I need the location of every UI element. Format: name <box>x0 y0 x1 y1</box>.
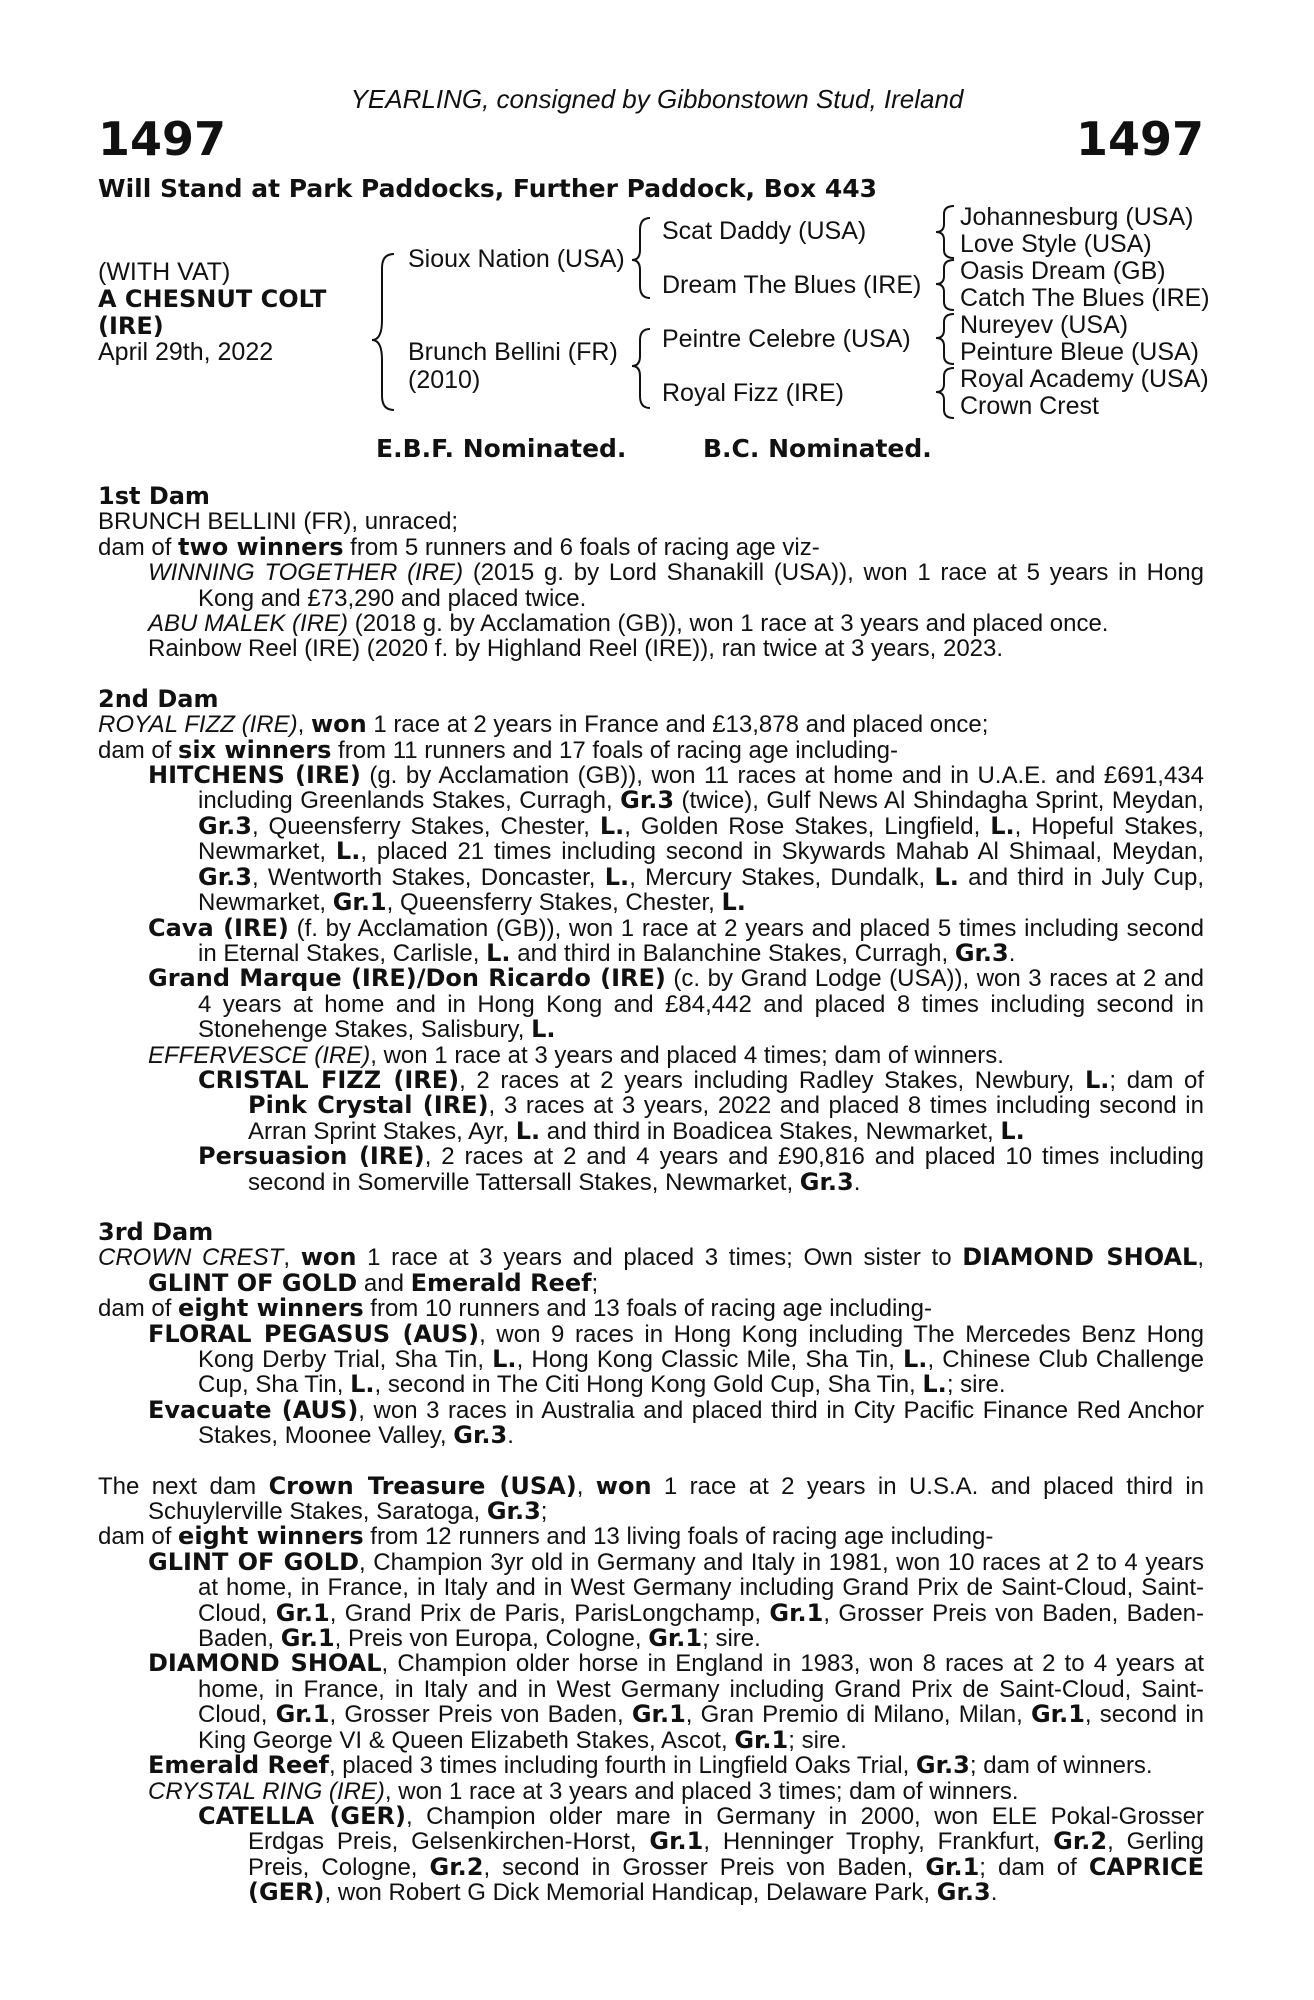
bold-text: eight winners <box>178 1522 364 1551</box>
pedigree-entry <box>98 712 1204 737</box>
text-run: , Preis von Europa, Cologne, <box>334 1625 649 1653</box>
bold-text: Gr.1 <box>769 1598 824 1627</box>
bold-text: Gr.3 <box>915 1751 970 1780</box>
text-run: ; <box>591 1269 599 1297</box>
text-run: . <box>990 1879 998 1907</box>
bold-text: CATELLA (GER) <box>198 1801 406 1830</box>
ggp-8: Crown Crest <box>960 392 1099 420</box>
text-run: , 2 races at 2 years including Radley Stakes, Newbury, <box>459 1066 1085 1094</box>
text-run: (g. by Acclamation (GB)), won 11 races at home and in U.A.E. and £691,434 including Greenlands Stakes, Curragh, <box>198 762 1205 815</box>
bold-text: Gr.1 <box>734 1725 789 1754</box>
pedigree-entry <box>98 966 1204 1042</box>
bold-text: Gr.3 <box>936 1878 991 1907</box>
bold-text: Emerald Reef <box>148 1751 329 1780</box>
ebf-nomination: E.B.F. Nominated. <box>376 434 627 463</box>
bold-text: Gr.3 <box>453 1421 508 1450</box>
section-gap <box>98 1195 1204 1220</box>
bold-text: Gr.1 <box>275 1700 330 1729</box>
text-run: and <box>357 1269 411 1297</box>
bold-text: six winners <box>178 735 332 764</box>
bold-text: Gr.1 <box>275 1598 330 1627</box>
bold-text: Pink Crystal (IRE) <box>248 1091 489 1120</box>
bold-text: L. <box>934 862 959 891</box>
bold-text: won <box>310 710 367 739</box>
text-run: The next dam <box>98 1472 269 1500</box>
pedigree-entry <box>98 1471 1204 1526</box>
pedigree-entry <box>98 1319 1205 1399</box>
dam-year: (2010) <box>408 366 481 394</box>
bold-text: Cava (IRE) <box>148 913 289 942</box>
bold-text: L. <box>1085 1065 1110 1094</box>
text-run: , Chinese Club Challenge Cup, Sha Tin, <box>198 1346 1205 1399</box>
pedigree-entry <box>98 1065 1204 1145</box>
bold-text: Persuasion (IRE) <box>198 1142 425 1171</box>
italic-text: WINNING TOGETHER (IRE) <box>148 559 464 587</box>
stand-info: Will Stand at Park Paddocks, Further Paddock, Box 443 <box>98 174 878 203</box>
ggp-3: Oasis Dream (GB) <box>960 257 1166 285</box>
bold-text: GLINT OF GOLD <box>148 1547 359 1576</box>
text-run: from 12 runners and 13 living foals of racing age including- <box>363 1523 994 1551</box>
bc-nomination: B.C. Nominated. <box>703 434 932 463</box>
text-run: , Wentworth Stakes, Doncaster, <box>251 863 605 891</box>
dam-sire-name: Peintre Celebre (USA) <box>662 325 911 353</box>
text-run: . <box>1008 939 1016 967</box>
text-run: dam of <box>98 736 179 764</box>
bold-text: Gr.1 <box>631 1700 686 1729</box>
lot-description-origin: (IRE) <box>98 312 164 340</box>
text-run: ; sire. <box>702 1625 761 1653</box>
text-run: , placed 3 times including fourth in Lingfield Oaks Trial, <box>328 1752 916 1780</box>
section-heading: 1st Dam <box>98 482 210 510</box>
bold-text: Gr.1 <box>280 1624 335 1653</box>
text-run: , Queensferry Stakes, Chester, <box>251 812 600 840</box>
italic-text: CRYSTAL RING (IRE) <box>148 1777 385 1805</box>
ggp-4: Catch The Blues (IRE) <box>960 284 1210 312</box>
text-run: (2015 g. by Lord Shanakill (USA)), won 1 race at 5 years in Hong Kong and £73,290 and placed twice. <box>198 559 1204 612</box>
section-heading: 2nd Dam <box>98 684 219 713</box>
pedigree-entry <box>98 1144 1204 1195</box>
bold-text: CAPRICE (GER) <box>248 1852 1205 1907</box>
bold-text: Crown Treasure (USA) <box>268 1471 577 1500</box>
bold-text: Gr.1 <box>649 1827 704 1856</box>
section-heading: 3rd Dam <box>98 1217 214 1246</box>
pedigree-entry <box>98 1296 1204 1321</box>
bold-text: L. <box>1000 1116 1025 1145</box>
text-run: ; dam of winners. <box>969 1752 1153 1780</box>
text-run: 1 race at 2 years in France and £13,878 and placed once; <box>366 711 989 739</box>
bold-text: Gr.3 <box>486 1497 541 1526</box>
pedigree-entry <box>98 1524 1204 1549</box>
lot-number-left: 1497 <box>98 112 227 166</box>
text-run: ; sire. <box>788 1726 847 1754</box>
lot-description: A CHESNUT COLT <box>98 285 327 313</box>
pedigree-entry <box>98 509 1204 534</box>
bold-text: GLINT OF GOLD <box>148 1268 358 1297</box>
text-run: , Hopeful Stakes, Newmarket, <box>198 812 1204 866</box>
text-run: from 5 runners and 6 foals of racing age viz- <box>343 533 820 561</box>
bold-text: Gr.2 <box>429 1852 484 1881</box>
text-run: from 10 runners and 13 foals of racing age including- <box>363 1295 932 1323</box>
italic-text: EFFERVESCE (IRE) <box>148 1041 371 1069</box>
text-run: ; dam of <box>979 1853 1089 1881</box>
text-run: , won 1 race at 3 years and placed 3 times; dam of winners. <box>384 1777 1019 1805</box>
dam-name: Brunch Bellini (FR) <box>408 338 618 366</box>
text-run: ; sire. <box>946 1371 1006 1399</box>
text-run: , Henninger Trophy, Frankfurt, <box>703 1828 1054 1856</box>
bold-text: L. <box>599 811 625 840</box>
text-run: , Hong Kong Classic Mile, Sha Tin, <box>516 1346 904 1373</box>
pedigree-entry <box>98 735 1204 764</box>
pedigree-entry <box>98 913 1204 967</box>
bold-text: L. <box>492 1345 517 1373</box>
text-run: , <box>283 1244 301 1272</box>
bold-text: Gr.1 <box>1030 1700 1085 1729</box>
bold-text: L. <box>721 888 746 917</box>
text-run: Rainbow Reel (IRE) (2020 f. by Highland Reel (IRE)), ran twice at 3 years, 2023. <box>148 635 1004 663</box>
bold-text: Gr.3 <box>954 938 1009 967</box>
text-run: , placed 21 times including second in Skywards Mahab Al Shimaal, Meydan, <box>360 838 1204 866</box>
pedigree-entry <box>98 636 1204 661</box>
bold-text: L. <box>531 1015 556 1044</box>
text-run: and third in Balanchine Stakes, Curragh, <box>510 939 955 967</box>
bold-text: eight winners <box>178 1294 364 1323</box>
bold-text: L. <box>350 1370 375 1399</box>
pedigree-entry <box>98 1651 1204 1753</box>
pedigree-entry <box>98 532 1204 561</box>
text-run: BRUNCH BELLINI (FR), unraced; <box>98 508 459 536</box>
bold-text: L. <box>604 862 630 891</box>
text-run: , Queensferry Stakes, Chester, <box>386 889 722 917</box>
pedigree-entry <box>98 1547 1205 1653</box>
text-run: , 3 races at 3 years, 2022 and placed 8 times including second in Arran Sprint Stakes, Ayr, <box>248 1092 1204 1145</box>
italic-text: ABU MALEK (IRE) <box>148 610 349 638</box>
bold-text: Gr.1 <box>332 888 387 917</box>
text-run: , Champion older mare in Germany in 2000, won ELE Pokal-Grosser Erdgas Preis, Gelsenkirchen-Horst, <box>248 1802 1205 1856</box>
text-run: (twice), Gulf News Al Shindagha Sprint, Meydan, <box>674 787 1204 815</box>
vat-note: (WITH VAT) <box>98 258 231 286</box>
pedigree-entry <box>98 1779 1204 1804</box>
bold-text: L. <box>990 811 1015 840</box>
text-run: 1 race at 2 years in U.S.A. and placed third in Schuylerville Stakes, Saratoga, <box>148 1472 1204 1526</box>
text-run: (2018 g. by Acclamation (GB)), won 1 race at 3 years and placed once. <box>348 610 1109 638</box>
bold-text: Gr.3 <box>799 1167 854 1196</box>
foaling-date: April 29th, 2022 <box>98 338 274 366</box>
pedigree-entry <box>98 611 1204 636</box>
bold-text: DIAMOND SHOAL <box>962 1243 1198 1272</box>
text-run: and third in Boadicea Stakes, Newmarket, <box>540 1117 1001 1145</box>
text-run: , second in Grosser Preis von Baden, <box>483 1853 926 1881</box>
text-run: , Golden Rose Stakes, Lingfield, <box>624 812 991 840</box>
pedigree-entry <box>98 1753 1204 1778</box>
consignment-line: YEARLING, consigned by Gibbonstown Stud, Ireland <box>350 84 964 114</box>
pedigree-entry <box>98 763 1204 915</box>
bold-text: Gr.3 <box>198 862 252 891</box>
text-run: . <box>853 1168 861 1196</box>
bold-text: L. <box>515 1116 541 1145</box>
text-run: . <box>507 1422 514 1450</box>
text-run: , second in King George VI & Queen Elizabeth Stakes, Ascot, <box>198 1701 1205 1754</box>
text-run: ; dam of <box>1109 1066 1204 1094</box>
sire-name: Sioux Nation (USA) <box>408 245 625 273</box>
text-run: , won 9 races in Hong Kong including The Mercedes Benz Hong Kong Derby Trial, Sha Tin, <box>198 1320 1205 1373</box>
ggp-5: Nureyev (USA) <box>960 311 1129 339</box>
lot-number-right: 1497 <box>1075 112 1204 166</box>
text-run: dam of <box>98 533 179 561</box>
pedigree-entry <box>98 1245 1204 1296</box>
bold-text: Gr.2 <box>1053 1827 1108 1856</box>
text-run: , Gran Premio di Milano, Milan, <box>685 1701 1031 1729</box>
bold-text: won <box>300 1243 357 1272</box>
section-gap <box>98 662 1204 687</box>
text-run: , <box>1197 1244 1205 1272</box>
italic-text: ROYAL FIZZ (IRE) <box>98 711 298 739</box>
sire-dam-name: Dream The Blues (IRE) <box>662 271 922 299</box>
bold-text: FLORAL PEGASUS (AUS) <box>148 1319 480 1348</box>
bold-text: DIAMOND SHOAL <box>148 1649 382 1678</box>
bold-text: L. <box>922 1370 947 1399</box>
pedigree-entry <box>98 560 1204 611</box>
bold-text: Gr.3 <box>198 811 252 840</box>
pedigree-entry <box>98 1043 1204 1068</box>
bold-text: Gr.3 <box>620 786 675 815</box>
bold-text: L. <box>903 1345 928 1373</box>
bold-text: Emerald Reef <box>410 1268 592 1297</box>
text-run: , Grosser Preis von Baden, Baden-Baden, <box>198 1599 1205 1653</box>
text-run: , second in The Citi Hong Kong Gold Cup, Sha Tin, <box>374 1371 923 1399</box>
text-run: and third in July Cup, Newmarket, <box>198 863 1205 917</box>
sire-sire-name: Scat Daddy (USA) <box>662 217 867 245</box>
text-run: , Champion 3yr old in Germany and Italy in 1981, won 10 races at 2 to 4 years at home, in France, in Italy and in West Germany including Grand Prix de Saint-Cloud, Saint-Cloud, <box>198 1548 1205 1627</box>
text-run: ; <box>540 1498 548 1526</box>
text-run: , Mercury Stakes, Dundalk, <box>629 863 935 891</box>
bold-text: HITCHENS (IRE) <box>148 761 361 790</box>
ggp-7: Royal Academy (USA) <box>960 365 1209 393</box>
italic-text: CROWN CREST <box>98 1244 284 1272</box>
bold-text: L. <box>486 938 511 967</box>
pedigree-entry <box>98 1395 1204 1450</box>
bold-text: won <box>595 1471 652 1500</box>
ggp-2: Love Style (USA) <box>960 230 1152 258</box>
bold-text: Gr.1 <box>648 1624 703 1653</box>
dam-dam-name: Royal Fizz (IRE) <box>662 379 844 407</box>
text-run: , 2 races at 2 and 4 years and £90,816 and placed 10 times including second in Somerville Tattersall Stakes, Newmarket, <box>248 1143 1205 1196</box>
section-gap <box>98 1449 1204 1474</box>
bold-text: Gr.1 <box>925 1852 980 1881</box>
pedigree-entry <box>98 1801 1205 1907</box>
text-run: , Grosser Preis von Baden, <box>329 1701 632 1729</box>
ggp-1: Johannesburg (USA) <box>960 203 1194 231</box>
text-run: , won 3 races in Australia and placed third in City Pacific Finance Red Anchor Stakes, Moonee Valley, <box>198 1396 1204 1450</box>
bold-text: two winners <box>178 532 344 561</box>
bold-text: CRISTAL FIZZ (IRE) <box>198 1065 460 1094</box>
bold-text: Evacuate (AUS) <box>148 1395 359 1424</box>
bold-text: Grand Marque (IRE)/Don Ricardo (IRE) <box>148 964 666 993</box>
text-run: (f. by Acclamation (GB)), won 1 race at 2 years and placed 5 times including second in Eternal Stakes, Carlisle, <box>198 914 1204 967</box>
text-run: , <box>576 1472 596 1500</box>
text-run: 1 race at 3 years and placed 3 times; Own sister to <box>356 1244 963 1272</box>
text-run: , <box>297 711 311 739</box>
text-run: (c. by Grand Lodge (USA)), won 3 races at 2 and 4 years at home and in Hong Kong and £84,442 and placed 8 times including second in Stonehenge Stakes, Salisbury, <box>198 965 1204 1044</box>
bold-text: L. <box>335 837 361 866</box>
ggp-6: Peinture Bleue (USA) <box>960 338 1200 366</box>
catalogue-page-body <box>98 484 1204 1906</box>
text-run: , won 1 race at 3 years and placed 4 times; dam of winners. <box>370 1041 1004 1069</box>
text-run: , Grand Prix de Paris, ParisLongchamp, <box>329 1599 770 1627</box>
text-run: , won Robert G Dick Memorial Handicap, Delaware Park, <box>324 1879 937 1907</box>
text-run: dam of <box>98 1523 179 1551</box>
text-run: dam of <box>98 1295 179 1323</box>
text-run: , Champion older horse in England in 1983, won 8 races at 2 to 4 years at home, in France, in Italy and in West Germany including Grand Prix de Saint-Cloud, Saint-Cloud, <box>198 1650 1204 1729</box>
text-run: , Gerling Preis, Cologne, <box>248 1828 1205 1881</box>
text-run: from 11 runners and 17 foals of racing age including- <box>331 736 898 764</box>
